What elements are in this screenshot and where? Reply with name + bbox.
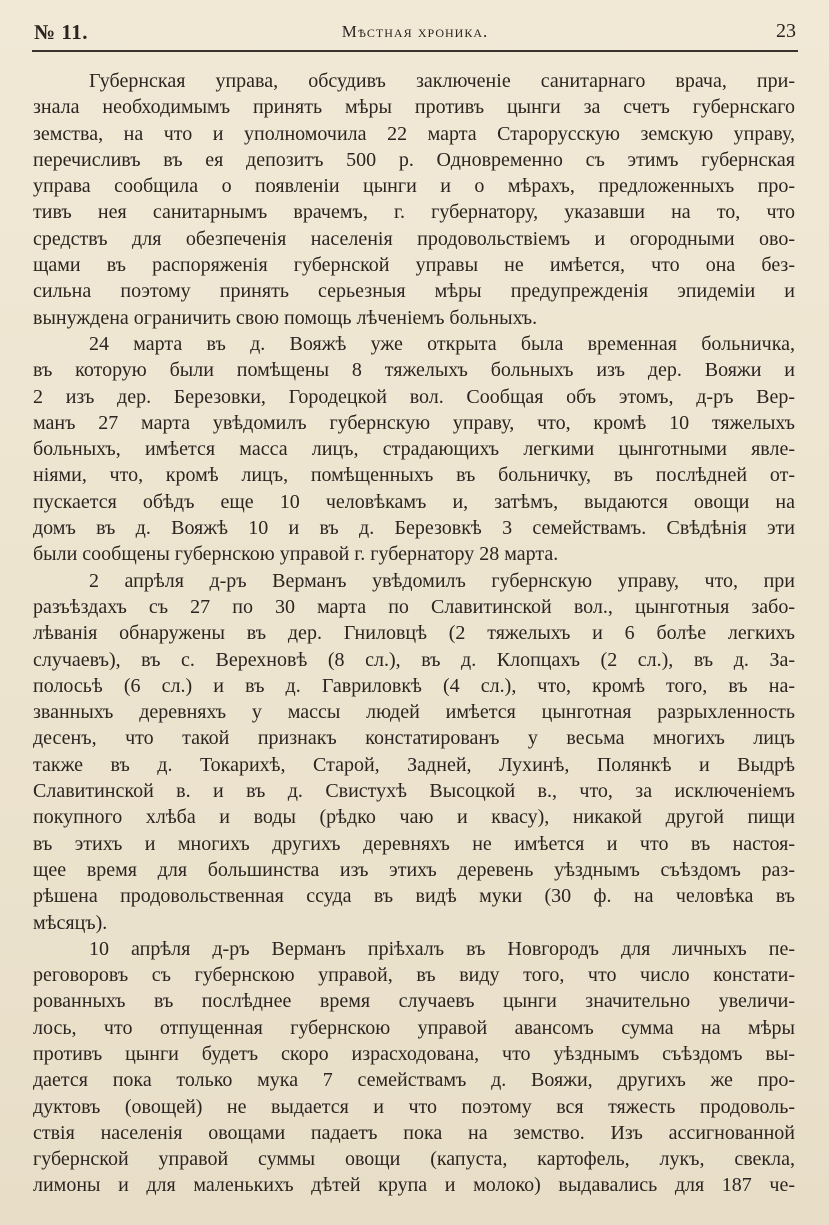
text-line: вынуждена ограничить свою помощь лѣченiемъ больныхъ.: [33, 306, 538, 329]
text-line: мѣсяцъ).: [33, 911, 108, 934]
text-line: лимоны и для маленькихъ дѣтей крупа и молоко) выдавались для 187 че-: [33, 1174, 795, 1197]
text-line: домъ въ д. Вояжѣ 10 и въ д. Березовкѣ 3 семействамъ. Свѣдѣнiя эти: [33, 517, 795, 540]
text-line: знала необходимымъ принять мѣры противъ цынги за счетъ губернскаго: [33, 96, 795, 119]
text-line: десенъ, что такой признакъ констатированъ у весьма многихъ лицъ: [33, 727, 795, 750]
text-line: нiями, что, кромѣ лицъ, помѣщенныхъ въ больничку, въ послѣдней от-: [33, 464, 795, 487]
page-number: 23: [776, 20, 796, 42]
text-line: щее время для большинства изъ этихъ деревень уѣзднымъ съѣздомъ раз-: [33, 858, 795, 881]
text-line: рѣшена продовольственная ссуда въ видѣ муки (30 ф. на человѣка въ: [33, 885, 795, 908]
text-line: противъ цынги будетъ скоро израсходована, что уѣзднымъ съѣздомъ вы-: [33, 1042, 795, 1065]
text-line: званныхъ деревняхъ у массы людей имѣется цынготная разрыхленность: [33, 701, 795, 724]
text-line: 10 апрѣля д-ръ Верманъ прiѣхалъ въ Новгородъ для личныхъ пе-: [89, 937, 795, 960]
text-line: больныхъ, имѣется масса лицъ, страдающихъ легкими цынготными явле-: [33, 438, 795, 461]
text-line: земства, на что и уполномочила 22 марта Старорусскую земскую управу,: [33, 122, 795, 145]
text-line: управа сообщила о появленiи цынги и о мѣрахъ, предложенныхъ про-: [33, 175, 795, 198]
text-line: въ которую были помѣщены 8 тяжелыхъ больныхъ изъ дер. Вояжи и: [33, 359, 795, 382]
running-header: [34, 18, 796, 48]
text-line: случаевъ), въ с. Верехновѣ (8 сл.), въ д. Клопцахъ (2 сл.), въ д. За-: [33, 648, 795, 671]
text-line: были сообщены губернскою управой г. губернатору 28 марта.: [33, 543, 559, 566]
text-line: въ этихъ и многихъ другихъ деревняхъ не имѣется и что въ настоя-: [33, 832, 795, 855]
text-line: пускается обѣдъ еще 10 человѣкамъ и, затѣмъ, выдаются овощи на: [33, 490, 795, 513]
body-text: [33, 68, 795, 1199]
text-line: перечисливъ въ ея депозитъ 500 р. Одновременно съ этимъ губернская: [33, 148, 795, 171]
text-line: покупного хлѣба и воды (рѣдко чаю и квасу), никакой другой пищи: [33, 806, 795, 829]
section-title: Мѣстная хроника.: [341, 22, 489, 41]
text-line: щами въ распоряженiя губернской управы не имѣется, что она без-: [33, 254, 795, 277]
text-line: ствiя населенiя овощами падаетъ пока на земство. Изъ ассигнованной: [33, 1121, 795, 1144]
text-line: дается пока только мука 7 семействамъ д. Вояжи, другихъ же про-: [33, 1069, 795, 1092]
text-line: лѣванiя обнаружены въ дер. Гниловцѣ (2 тяжелыхъ и 6 болѣе легкихъ: [33, 622, 795, 645]
text-line: Славитинской в. и въ д. Свистухѣ Высоцкой в., что, за исключенiемъ: [33, 780, 795, 803]
text-line: 2 изъ дер. Березовки, Городецкой вол. Сообщая объ этомъ, д-ръ Вер-: [33, 385, 795, 408]
text-line: дуктовъ (овощей) не выдается и что поэтому вся тяжесть продоволь-: [33, 1095, 795, 1118]
text-line: Губернская управа, обсудивъ заключенiе санитарнаго врача, при-: [89, 70, 795, 92]
text-line: сильна поэтому принять серьезныя мѣры предупрежденiя эпидемiи и: [33, 280, 795, 303]
text-line: тивъ нея санитарнымъ врачемъ, г. губернатору, указавши на то, что: [33, 201, 795, 224]
issue-number: № 11.: [34, 20, 88, 44]
text-line: манъ 27 марта увѣдомилъ губернскую управу, что, кромѣ 10 тяжелыхъ: [33, 411, 795, 434]
text-line: средствъ для обезпеченiя населенiя продовольствiемъ и огородными ово-: [33, 227, 795, 250]
text-line: также въ д. Токарихѣ, Старой, Задней, Лухинѣ, Полянкѣ и Выдрѣ: [33, 753, 795, 776]
text-line: разъѣздахъ съ 27 по 30 марта по Славитинской вол., цынготныя забо-: [33, 595, 795, 618]
text-line: 2 апрѣля д-ръ Верманъ увѣдомилъ губернскую управу, что, при: [89, 569, 795, 592]
header-rule: [32, 50, 798, 52]
text-line: полосьѣ (6 сл.) и въ д. Гавриловкѣ (4 сл.), что, кромѣ того, въ на-: [33, 674, 795, 697]
text-line: губернской управой суммы овощи (капуста, картофель, лукъ, свекла,: [33, 1148, 795, 1171]
text-line: лось, что отпущенная губернскою управой авансомъ сумма на мѣры: [33, 1016, 795, 1039]
text-line: реговоровъ съ губернскою управой, въ виду того, что число констати-: [33, 964, 795, 987]
text-line: рованныхъ въ послѣднее время случаевъ цынги значительно увеличи-: [33, 990, 795, 1013]
text-line: 24 марта въ д. Вояжѣ уже открыта была временная больничка,: [89, 332, 795, 355]
